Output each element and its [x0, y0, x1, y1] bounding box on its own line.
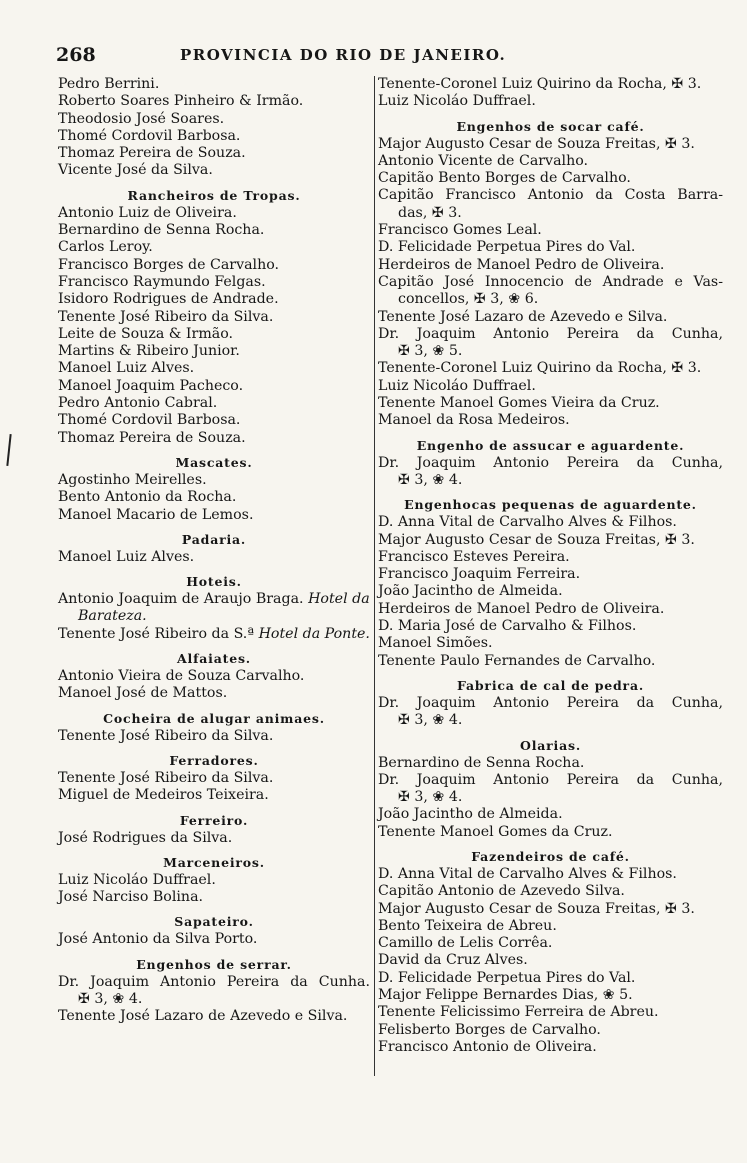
- list-item: Antonio Luiz de Oliveira.: [58, 204, 237, 221]
- list-item: Bento Antonio da Rocha.: [58, 489, 237, 506]
- list-item: Tenente-Coronel Luiz Quirino da Rocha, ✠ 3.: [378, 76, 702, 92]
- list-item: Camillo de Lelis Corrêa.: [378, 935, 553, 952]
- list-item-continuation: ✠ 3, ❀ 4.: [398, 712, 463, 729]
- list-item: Manoel Luiz Alves.: [58, 548, 195, 565]
- entry-name: Antonio Joaquim de Araujo Braga.: [58, 591, 304, 608]
- list-item: Dr. Joaquim Antonio Pereira da Cunha,: [378, 454, 723, 471]
- section-heading: Fabrica de cal de pedra.: [457, 677, 644, 693]
- section-heading: Fazendeiros de café.: [471, 848, 630, 864]
- list-item: Luiz Nicoláo Duffrael.: [378, 93, 536, 110]
- list-item: Tenente José Lazaro de Azevedo e Silva.: [378, 308, 668, 325]
- list-item: Dr. Joaquim Antonio Pereira da Cunha.: [58, 973, 370, 990]
- section-heading: Padaria.: [181, 531, 247, 547]
- list-item: David da Cruz Alves.: [378, 952, 528, 969]
- list-item: Tenente Manoel Gomes da Cruz.: [378, 823, 613, 840]
- list-item-continuation: ✠ 3, ❀ 5.: [398, 343, 463, 360]
- list-item: Pedro Antonio Cabral.: [58, 395, 218, 412]
- list-item: Dr. Joaquim Antonio Pereira da Cunha,: [378, 325, 723, 342]
- section-heading: Engenhos de socar café.: [456, 118, 645, 134]
- list-item: Isidoro Rodrigues de Andrade.: [58, 291, 279, 308]
- right-column: [378, 76, 723, 1056]
- section-heading: Mascates.: [175, 454, 253, 470]
- list-item: Francisco Raymundo Felgas.: [58, 273, 266, 290]
- list-item: Miguel de Medeiros Teixeira.: [58, 787, 269, 804]
- list-item: Thomé Cordovil Barbosa.: [58, 127, 241, 144]
- list-item: Tenente José Ribeiro da Silva.: [58, 308, 274, 325]
- list-item: D. Felicidade Perpetua Pires do Val.: [378, 969, 636, 986]
- section-heading: Sapateiro.: [174, 914, 254, 930]
- list-item: Tenente-Coronel Luiz Quirino da Rocha, ✠ 3.: [378, 360, 702, 377]
- list-item: José Rodrigues da Silva.: [58, 829, 233, 846]
- list-item: Dr. Joaquim Antonio Pereira da Cunha,: [378, 771, 723, 788]
- list-item-continuation: [58, 608, 370, 625]
- section-heading: Ferradores.: [169, 752, 259, 768]
- section-heading: Alfaiates.: [177, 651, 251, 667]
- list-item: Manoel José de Mattos.: [58, 685, 228, 702]
- section-heading: Rancheiros de Tropas.: [127, 187, 301, 203]
- list-item: Manoel Macario de Lemos.: [58, 506, 254, 523]
- list-item: Capitão Francisco Antonio da Costa Barra-: [378, 187, 723, 204]
- list-item: Major Augusto Cesar de Souza Freitas, ✠ 3.: [378, 900, 695, 917]
- list-item: Tenente Paulo Fernandes de Carvalho.: [378, 652, 656, 669]
- list-item-continuation: ✠ 3, ❀ 4.: [398, 789, 463, 806]
- section-heading: Ferreiro.: [179, 812, 249, 828]
- list-item: Roberto Soares Pinheiro & Irmão.: [58, 93, 304, 110]
- list-item: D. Felicidade Perpetua Pires do Val.: [378, 239, 636, 256]
- running-title: PROVINCIA DO RIO DE JANEIRO.: [180, 46, 507, 64]
- list-item: Martins & Ribeiro Junior.: [58, 343, 240, 360]
- list-item: Luiz Nicoláo Duffrael.: [378, 377, 536, 394]
- list-item: Francisco Antonio de Oliveira.: [378, 1038, 597, 1055]
- section-heading: Engenhos de serrar.: [136, 956, 292, 972]
- list-item: Tenente José Ribeiro da Silva.: [58, 727, 274, 744]
- list-item: Pedro Berrini.: [58, 76, 160, 92]
- list-item: Francisco Borges de Carvalho.: [58, 256, 280, 273]
- list-item: Manoel da Rosa Medeiros.: [378, 412, 570, 429]
- list-item: Major Augusto Cesar de Souza Freitas, ✠ 3.: [378, 531, 695, 548]
- list-item: João Jacintho de Almeida.: [378, 583, 563, 600]
- list-item: D. Anna Vital de Carvalho Alves & Filhos.: [378, 865, 677, 882]
- hotel-name: Hotel da: [308, 591, 370, 608]
- hotel-name: Hotel da Ponte.: [258, 625, 370, 642]
- list-item: Thomaz Pereira de Souza.: [58, 145, 246, 162]
- list-item: Tenente Manoel Gomes Vieira da Cruz.: [378, 395, 660, 412]
- list-item-continuation: das, ✠ 3.: [398, 204, 462, 221]
- list-item: Francisco Esteves Pereira.: [378, 548, 570, 565]
- list-item-continuation: ✠ 3, ❀ 4.: [78, 990, 143, 1007]
- left-column: [58, 76, 370, 1026]
- list-item: D. Maria José de Carvalho & Filhos.: [378, 618, 637, 635]
- list-item: Francisco Joaquim Ferreira.: [378, 566, 581, 583]
- list-item: Major Felippe Bernardes Dias, ❀ 5.: [378, 987, 633, 1004]
- list-item: Capitão José Innocencio de Andrade e Vas-: [378, 273, 723, 290]
- list-item-continuation: ✠ 3, ❀ 4.: [398, 471, 463, 488]
- section-heading: Cocheira de alugar animaes.: [103, 710, 325, 726]
- list-item: Capitão Bento Borges de Carvalho.: [378, 170, 631, 187]
- list-item: D. Anna Vital de Carvalho Alves & Filhos.: [378, 514, 677, 531]
- list-item: Carlos Leroy.: [58, 239, 153, 256]
- section-heading: Hoteis.: [186, 574, 242, 590]
- list-item: Thomaz Pereira de Souza.: [58, 429, 246, 446]
- list-item: Tenente José Ribeiro da Silva.: [58, 769, 274, 786]
- list-item: Theodosio José Soares.: [58, 110, 225, 127]
- list-item: Luiz Nicoláo Duffrael.: [58, 871, 216, 888]
- list-item: João Jacintho de Almeida.: [378, 806, 563, 823]
- list-item: José Antonio da Silva Porto.: [58, 931, 258, 948]
- list-item: Leite de Souza & Irmão.: [58, 325, 234, 342]
- list-item: Manoel Simões.: [378, 635, 493, 652]
- list-item: Tenente Felicissimo Ferreira de Abreu.: [378, 1004, 659, 1021]
- list-item: Bernardino de Senna Rocha.: [378, 754, 585, 771]
- section-heading: Engenhocas pequenas de aguardente.: [404, 497, 697, 513]
- list-item: Francisco Gomes Leal.: [378, 222, 542, 239]
- list-item: Tenente José Lazaro de Azevedo e Silva.: [58, 1008, 348, 1025]
- entry-name: Tenente José Ribeiro da S.ª: [58, 625, 255, 642]
- list-item: Capitão Antonio de Azevedo Silva.: [378, 883, 625, 900]
- list-item: Manoel Luiz Alves.: [58, 360, 195, 377]
- list-item: Bernardino de Senna Rocha.: [58, 222, 265, 239]
- section-heading: Engenho de assucar e aguardente.: [416, 437, 685, 453]
- section-heading: Marceneiros.: [163, 854, 265, 870]
- list-item: Bento Teixeira de Abreu.: [378, 917, 557, 934]
- list-item-continuation: concellos, ✠ 3, ❀ 6.: [398, 291, 539, 308]
- list-item: [58, 591, 370, 608]
- list-item: Herdeiros de Manoel Pedro de Oliveira.: [378, 256, 665, 273]
- list-item: Manoel Joaquim Pacheco.: [58, 377, 244, 394]
- list-item: [58, 626, 370, 643]
- margin-pencil-mark: [6, 434, 11, 466]
- list-item: José Narciso Bolina.: [58, 889, 204, 906]
- list-item: Felisberto Borges de Carvalho.: [378, 1021, 601, 1038]
- section-heading: Olarias.: [520, 737, 581, 753]
- list-item: Antonio Vieira de Souza Carvalho.: [58, 668, 305, 685]
- list-item: Dr. Joaquim Antonio Pereira da Cunha,: [378, 694, 723, 711]
- column-divider: [374, 76, 375, 1076]
- hotel-name-continuation: Barateza.: [78, 608, 147, 625]
- list-item: Thomé Cordovil Barbosa.: [58, 412, 241, 429]
- list-item: Vicente José da Silva.: [58, 162, 213, 179]
- list-item: Agostinho Meirelles.: [58, 471, 207, 488]
- list-item: Herdeiros de Manoel Pedro de Oliveira.: [378, 600, 665, 617]
- list-item: Antonio Vicente de Carvalho.: [378, 152, 589, 169]
- page-number: 268: [56, 44, 96, 66]
- list-item: Major Augusto Cesar de Souza Freitas, ✠ 3.: [378, 135, 695, 152]
